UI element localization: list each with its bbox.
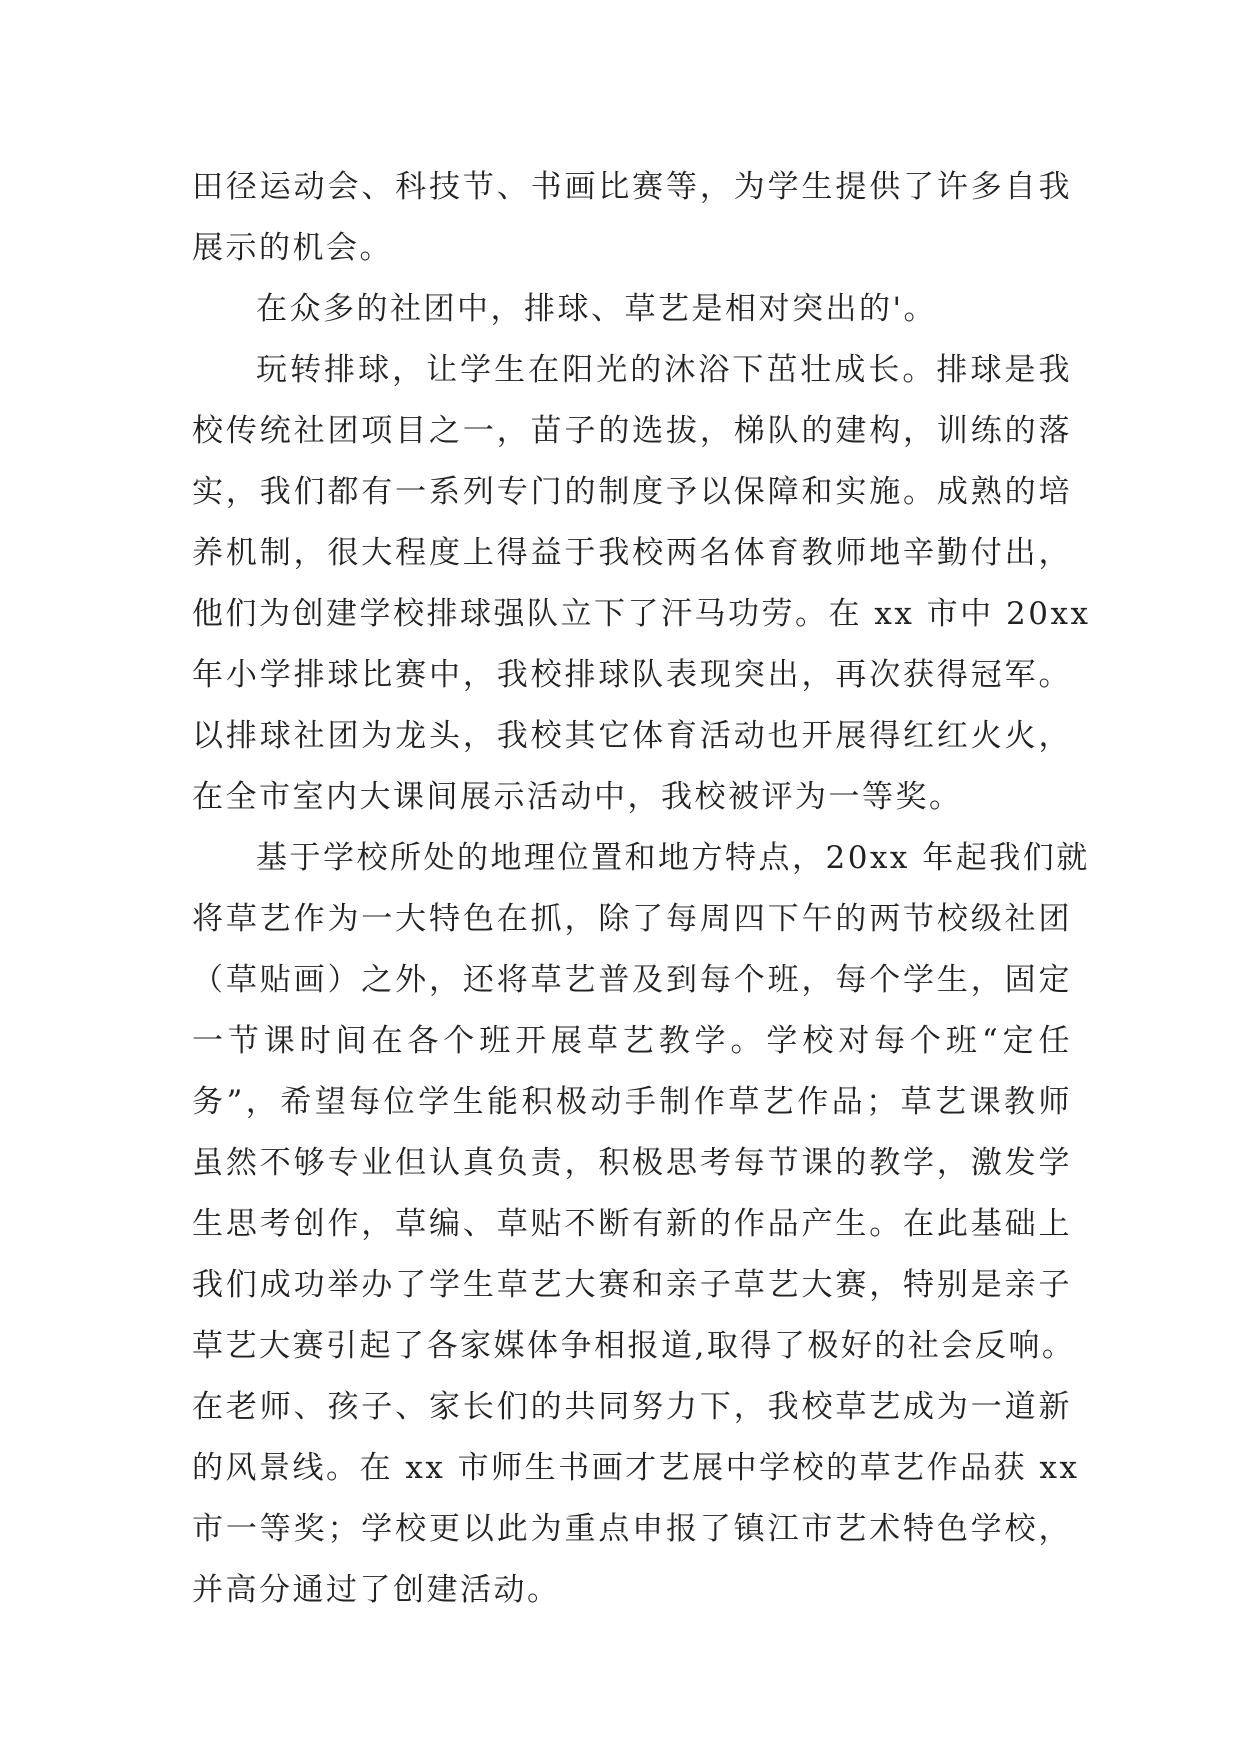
text-line: 在全市室内大课间展示活动中，我校被评为一等奖。 xyxy=(192,779,963,815)
text-line: 实，我们都有一系列专门的制度予以保障和实施。成熟的培 xyxy=(192,474,1072,510)
text-line: 的风景线。在 xx 市师生书画才艺展中学校的草艺作品获 xx xyxy=(192,1450,1080,1486)
text-line: （草贴画）之外，还将草艺普及到每个班，每个学生，固定 xyxy=(192,962,1072,998)
text-line: 生思考创作，草编、草贴不断有新的作品产生。在此基础上 xyxy=(192,1206,1072,1242)
text-line: 我们成功举办了学生草艺大赛和亲子草艺大赛，特别是亲子 xyxy=(192,1267,1072,1303)
text-line: 田径运动会、科技节、书画比赛等，为学生提供了许多自我 xyxy=(192,169,1072,205)
text-line: 养机制，很大程度上得益于我校两名体育教师地辛勤付出， xyxy=(192,535,1072,571)
text-line: 务”，希望每位学生能积极动手制作草艺作品；草艺课教师 xyxy=(192,1084,1072,1120)
text-line: 校传统社团项目之一，苗子的选拔，梯队的建构，训练的落 xyxy=(192,413,1072,449)
text-line: 草艺大赛引起了各家媒体争相报道,取得了极好的社会反响。 xyxy=(192,1328,1076,1364)
paragraph-start-line: 玩转排球，让学生在阳光的沐浴下茁壮成长。排球是我 xyxy=(256,352,1072,388)
text-line: 在老师、孩子、家长们的共同努力下，我校草艺成为一道新 xyxy=(192,1389,1072,1425)
text-line: 市一等奖；学校更以此为重点申报了镇江市艺术特色学校， xyxy=(192,1511,1072,1547)
text-line: 他们为创建学校排球强队立下了汗马功劳。在 xx 市中 20xx xyxy=(192,596,1091,632)
document-body xyxy=(192,157,1091,1621)
paragraph-start-line: 在众多的社团中，排球、草艺是相对突出的'。 xyxy=(256,291,938,327)
text-line: 年小学排球比赛中，我校排球队表现突出，再次获得冠军。 xyxy=(192,657,1072,693)
text-line: 虽然不够专业但认真负责，积极思考每节课的教学，激发学 xyxy=(192,1145,1072,1181)
text-line: 以排球社团为龙头，我校其它体育活动也开展得红红火火， xyxy=(192,718,1072,754)
text-line: 并高分通过了创建活动。 xyxy=(192,1572,561,1608)
text-line: 展示的机会。 xyxy=(192,230,393,266)
text-line: 一节课时间在各个班开展草艺教学。学校对每个班“定任 xyxy=(192,1023,1072,1059)
text-line: 将草艺作为一大特色在抓，除了每周四下午的两节校级社团 xyxy=(192,901,1072,937)
paragraph-start-line: 基于学校所处的地理位置和地方特点，20xx 年起我们就 xyxy=(256,840,1090,876)
